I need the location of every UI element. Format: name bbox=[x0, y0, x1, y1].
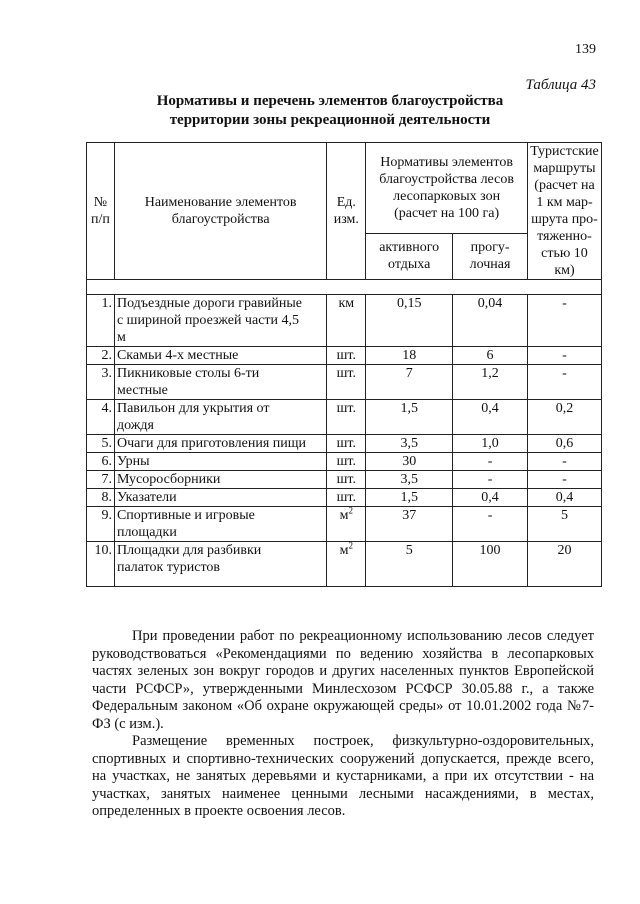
row-name bbox=[114, 542, 326, 587]
row-routes: - bbox=[527, 295, 601, 347]
header-num: № п/п bbox=[87, 143, 115, 280]
table-row bbox=[87, 542, 602, 587]
row-num: 10. bbox=[87, 542, 115, 587]
row-name-line: Пикниковые столы 6-ти bbox=[116, 366, 260, 381]
row-walk: 0,4 bbox=[453, 489, 528, 507]
header-routes-line: Туристские bbox=[530, 144, 599, 159]
header-active-line: отдыха bbox=[388, 257, 431, 273]
table-row bbox=[87, 435, 602, 453]
row-walk: - bbox=[453, 471, 528, 489]
header-unit: Ед. изм. bbox=[327, 143, 366, 280]
header-norms-line: Нормативы элементов bbox=[380, 154, 513, 170]
row-name bbox=[114, 295, 326, 347]
row-name: Очаги для приготовления пищи bbox=[114, 435, 326, 453]
table-title-line-1: Нормативы и перечень элементов благоустройства bbox=[156, 93, 504, 109]
row-routes: 5 bbox=[527, 507, 601, 542]
row-unit: шт. bbox=[327, 347, 366, 365]
row-unit: шт. bbox=[327, 435, 366, 453]
row-walk: 100 bbox=[453, 542, 528, 587]
row-walk: 1,0 bbox=[453, 435, 528, 453]
row-name-line: с шириной проезжей части 4,5 bbox=[116, 313, 300, 328]
row-num: 1. bbox=[87, 295, 115, 347]
header-walk-line: прогу- bbox=[470, 240, 510, 256]
header-walk-line: лочная bbox=[469, 257, 511, 273]
row-name bbox=[114, 365, 326, 400]
header-norms-line: благоустройства лесов bbox=[379, 171, 514, 187]
row-name bbox=[114, 507, 326, 542]
spacer-cell bbox=[87, 280, 602, 295]
row-routes: - bbox=[527, 453, 601, 471]
table-title-line-2: территории зоны рекреационной деятельности bbox=[169, 112, 491, 128]
row-routes: - bbox=[527, 471, 601, 489]
row-name-line: Площадки для разбивки bbox=[116, 543, 262, 558]
table-row bbox=[87, 489, 602, 507]
row-name-line: площадки bbox=[116, 525, 177, 540]
row-routes: 0,6 bbox=[527, 435, 601, 453]
row-unit bbox=[327, 507, 366, 542]
row-active: 7 bbox=[366, 365, 453, 400]
row-active: 3,5 bbox=[366, 471, 453, 489]
row-name-line: Павильон для укрытия от bbox=[116, 401, 270, 416]
row-name-line: местные bbox=[116, 383, 168, 398]
row-num: 3. bbox=[87, 365, 115, 400]
header-routes-line: шрута про- bbox=[531, 212, 598, 227]
row-name: Скамьи 4-х местные bbox=[114, 347, 326, 365]
row-walk: 0,04 bbox=[453, 295, 528, 347]
header-norms-group bbox=[366, 143, 528, 234]
row-walk: 0,4 bbox=[453, 400, 528, 435]
row-walk: - bbox=[453, 453, 528, 471]
table-row bbox=[87, 471, 602, 489]
page-number: 139 bbox=[575, 42, 596, 57]
row-walk: - bbox=[453, 507, 528, 542]
row-name-line: Подъездные дороги гравийные bbox=[116, 296, 302, 311]
row-num: 7. bbox=[87, 471, 115, 489]
spacer-row bbox=[87, 280, 602, 295]
table-caption: Таблица 43 bbox=[525, 77, 596, 93]
row-name: Урны bbox=[114, 453, 326, 471]
header-routes-line: стью 10 км) bbox=[541, 246, 588, 278]
row-routes: - bbox=[527, 365, 601, 400]
row-name-line: м bbox=[116, 330, 126, 345]
row-num: 9. bbox=[87, 507, 115, 542]
unit-exponent: 2 bbox=[348, 540, 353, 551]
header-routes-line: 1 км мар- bbox=[536, 195, 593, 210]
row-name-line: Спортивные и игровые bbox=[116, 508, 255, 523]
unit-base: м bbox=[339, 543, 349, 558]
row-active: 1,5 bbox=[366, 489, 453, 507]
row-active: 1,5 bbox=[366, 400, 453, 435]
row-active: 30 bbox=[366, 453, 453, 471]
norms-table bbox=[86, 142, 602, 587]
row-num: 4. bbox=[87, 400, 115, 435]
row-unit: шт. bbox=[327, 471, 366, 489]
row-routes: 20 bbox=[527, 542, 601, 587]
row-unit: шт. bbox=[327, 400, 366, 435]
header-walk bbox=[453, 233, 528, 279]
row-name: Указатели bbox=[114, 489, 326, 507]
row-active: 18 bbox=[366, 347, 453, 365]
table-row bbox=[87, 365, 602, 400]
header-routes-line: (расчет на bbox=[534, 178, 595, 193]
table-row bbox=[87, 453, 602, 471]
table-row bbox=[87, 400, 602, 435]
row-unit: км bbox=[327, 295, 366, 347]
table-row bbox=[87, 347, 602, 365]
row-name-line: палаток туристов bbox=[116, 560, 221, 575]
header-row-1 bbox=[87, 143, 602, 234]
row-unit bbox=[327, 542, 366, 587]
header-routes-line: маршруты bbox=[533, 161, 596, 176]
row-unit: шт. bbox=[327, 453, 366, 471]
row-name-line: дождя bbox=[116, 418, 154, 433]
header-routes-line: тяженно- bbox=[537, 229, 592, 244]
row-num: 5. bbox=[87, 435, 115, 453]
row-walk: 1,2 bbox=[453, 365, 528, 400]
row-num: 2. bbox=[87, 347, 115, 365]
row-active: 37 bbox=[366, 507, 453, 542]
table-row bbox=[87, 295, 602, 347]
row-routes: 0,4 bbox=[527, 489, 601, 507]
row-active: 5 bbox=[366, 542, 453, 587]
row-unit: шт. bbox=[327, 489, 366, 507]
row-unit: шт. bbox=[327, 365, 366, 400]
row-routes: 0,2 bbox=[527, 400, 601, 435]
row-active: 3,5 bbox=[366, 435, 453, 453]
unit-exponent: 2 bbox=[348, 505, 353, 516]
row-num: 8. bbox=[87, 489, 115, 507]
table-title bbox=[60, 92, 600, 130]
row-routes: - bbox=[527, 347, 601, 365]
paragraph: Размещение временных построек, физкультурно-оздоровительных, спортивных и спортивно-технических сооружений допускается, прежде всего, на участках, не занятых деревьями и кустарниками, а при их отсутствии - на участках, занятых наименее ценными лесными насаждениями, в местах, определенных в проекте освоения лесов. bbox=[92, 733, 594, 819]
row-active: 0,15 bbox=[366, 295, 453, 347]
table-row bbox=[87, 507, 602, 542]
paragraph: При проведении работ по рекреационному использованию лесов следует руководствоваться «Рекомендациями по ведению хозяйства в лесопарковых частях зеленых зон вокруг городов и других населенных пунктов Европейской части РСФСР», утвержденными Минлесхозом РСФСР 30.05.88 г., а также Федеральным законом «Об охране окружающей среды» от 10.01.2002 года №7-ФЗ (с изм.). bbox=[92, 628, 594, 732]
unit-base: м bbox=[339, 508, 349, 523]
header-name: Наименование элементов благоустройства bbox=[114, 143, 326, 280]
header-norms-line: (расчет на 100 га) bbox=[394, 205, 500, 221]
header-active-line: активного bbox=[379, 240, 440, 256]
body-text bbox=[92, 628, 594, 821]
header-norms-line: лесопарковых зон bbox=[393, 188, 501, 204]
row-name bbox=[114, 400, 326, 435]
header-routes bbox=[527, 143, 601, 280]
row-name: Мусоросборники bbox=[114, 471, 326, 489]
header-active bbox=[366, 233, 453, 279]
row-walk: 6 bbox=[453, 347, 528, 365]
row-num: 6. bbox=[87, 453, 115, 471]
